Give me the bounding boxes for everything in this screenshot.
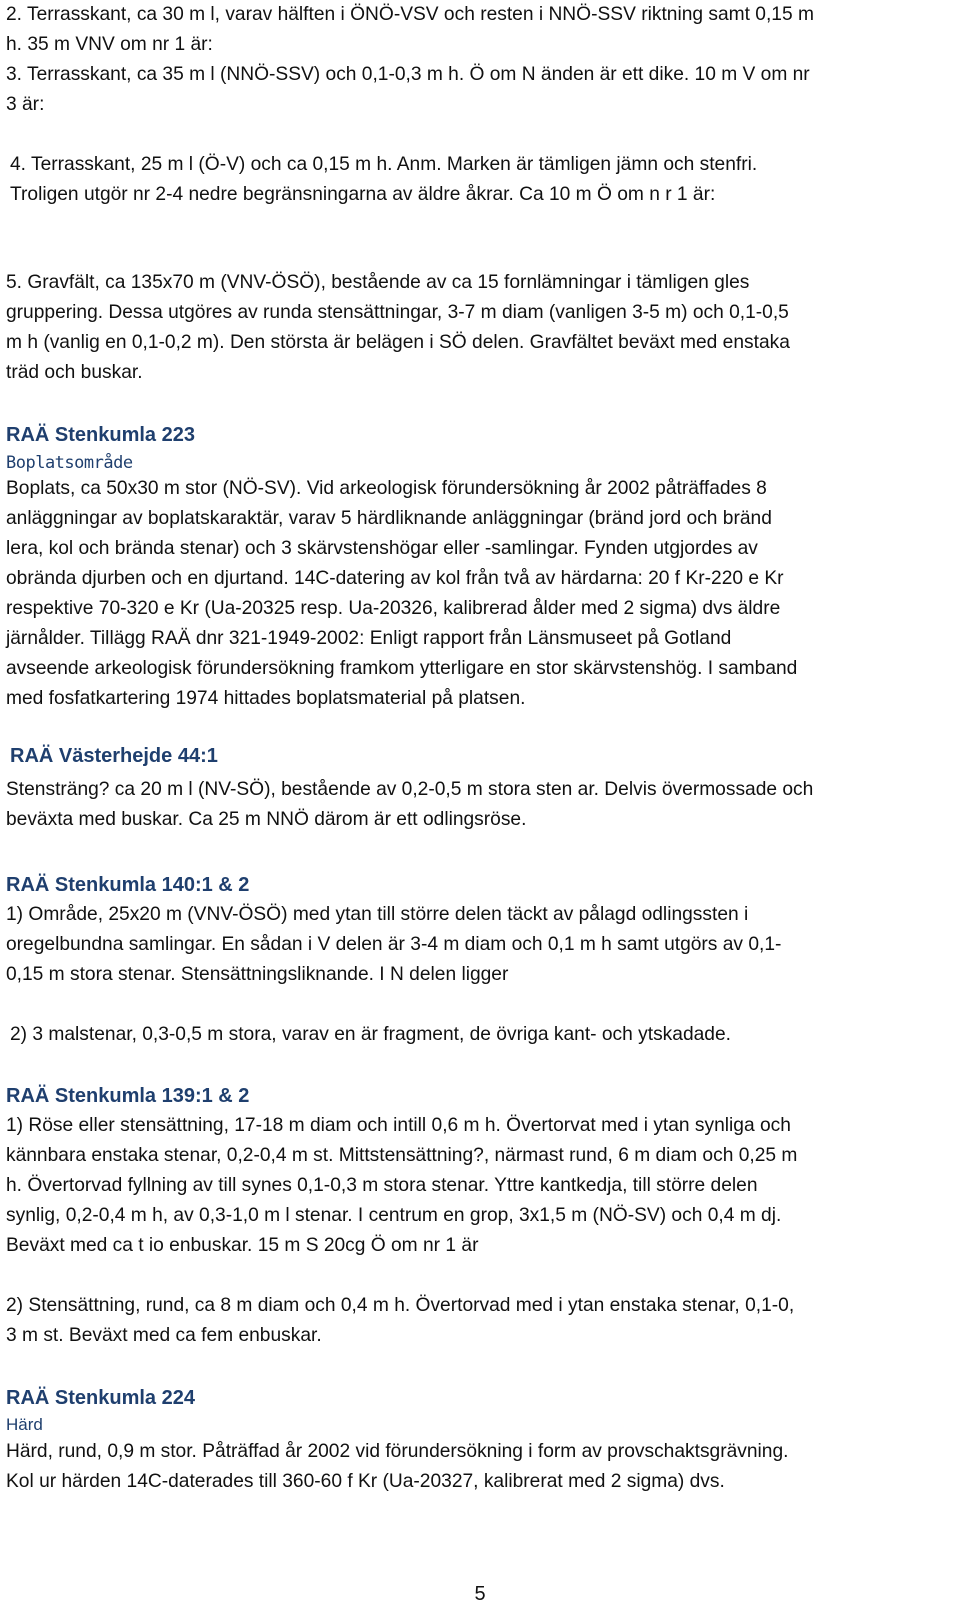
section-body-vasterhejde-44: Stensträng? ca 20 m l (NV-SÖ), bestående av 0,2-0,5 m stora sten ar. Delvis övermossade och beväxta med buskar. Ca 25 m NNÖ därom är ett odlingsröse. — [6, 779, 814, 830]
section-body-stenkumla-139-part1: 1) Röse eller stensättning, 17-18 m diam och intill 0,6 m h. Övertorvat med i ytan synliga och kännbara enstaka stenar, 0,2-0,4 m st. Mittstensättning?, närmast rund, 6 m diam och 0,25 m h. Övertorvad fyllning av till synes 0,1-0,3 m stora stenar. Yttre kantkedja, till större delen synlig, 0,2-0,4 m h, av 0,3-1,0 m l stenar. I centrum en grop, 3x1,5 m (NÖ-SV) och 0,4 m dj. Beväxt med ca t io enbuskar. 15 m S 20cg Ö om nr 1 är — [6, 1115, 798, 1256]
section-heading-vasterhejde-44: RAÄ Västerhejde 44:1 — [10, 745, 218, 767]
section-heading-stenkumla-140: RAÄ Stenkumla 140:1 & 2 — [6, 874, 250, 896]
section-heading-stenkumla-223: RAÄ Stenkumla 223 — [6, 424, 195, 446]
paragraph-4: 4. Terrasskant, 25 m l (Ö-V) och ca 0,15 m h. Anm. Marken är tämligen jämn och stenfri. Troligen utgör nr 2-4 nedre begränsningarna av äldre åkrar. Ca 10 m Ö om n r 1 är: — [10, 154, 758, 205]
section-body-stenkumla-139-part2: 2) Stensättning, rund, ca 8 m diam och 0,4 m h. Övertorvad med i ytan enstaka stenar, 0,1-0, 3 m st. Beväxt med ca fem enbuskar. — [6, 1295, 795, 1346]
paragraph-5: 5. Gravfält, ca 135x70 m (VNV-ÖSÖ), bestående av ca 15 fornlämningar i tämligen gles gruppering. Dessa utgöres av runda stensättningar, 3-7 m diam (vanligen 3-5 m) och 0,1-0,5 m h (vanlig en 0,1-0,2 m). Den största är belägen i SÖ delen. Gravfältet beväxt med enstaka träd och buskar. — [6, 272, 790, 383]
section-heading-stenkumla-139: RAÄ Stenkumla 139:1 & 2 — [6, 1085, 250, 1107]
section-heading-stenkumla-224: RAÄ Stenkumla 224 — [6, 1387, 195, 1409]
page-number: 5 — [474, 1583, 486, 1605]
paragraph-3: 3. Terrasskant, ca 35 m l (NNÖ-SSV) och 0,1-0,3 m h. Ö om N änden är ett dike. 10 m V om nr 3 är: — [6, 64, 810, 115]
section-body-stenkumla-224: Härd, rund, 0,9 m stor. Påträffad år 2002 vid förundersökning i form av provschaktsgrävning. Kol ur härden 14C-daterades till 360-60 f Kr (Ua-20327, kalibrerat med 2 sigma) dvs. — [6, 1441, 789, 1492]
section-body-stenkumla-223: Boplats, ca 50x30 m stor (NÖ-SV). Vid arkeologisk förundersökning år 2002 påträffades 8 anläggningar av boplatskaraktär, varav 5 härdliknande anläggningar (bränd jord och bränd lera, kol och brända stenar) och 3 skärvstenshögar eller -samlingar. Fynden utgjordes av obrända djurben och en djurtand. 14C-datering av kol från två av härdarna: 20 f Kr-220 e Kr respektive 70-320 e Kr (Ua-20325 resp. Ua-20326, kalibrerad ålder med 2 sigma) dvs äldre järnålder. Tillägg RAÄ dnr 321-1949-2002: Enligt rapport från Länsmuseet på Gotland avseende arkeologisk förundersökning framkom ytterligare en stor skärvstenshög. I samband med fosfatkartering 1974 hittades boplatsmaterial på platsen. — [6, 478, 798, 709]
section-body-stenkumla-140-part1: 1) Område, 25x20 m (VNV-ÖSÖ) med ytan till större delen täckt av pålagd odlingssten i oregelbundna samlingar. En sådan i V delen är 3-4 m diam och 0,1 m h samt utgörs av 0,1- 0,15 m stora stenar. Stensättningsliknande. I N delen ligger — [6, 904, 782, 985]
section-subheading-hard: Härd — [6, 1415, 43, 1434]
paragraph-2: 2. Terrasskant, ca 30 m l, varav hälften i ÖNÖ-VSV och resten i NNÖ-SSV riktning samt 0,15 m h. 35 m VNV om nr 1 är: — [6, 4, 814, 55]
section-body-stenkumla-140-part2: 2) 3 malstenar, 0,3-0,5 m stora, varav en är fragment, de övriga kant- och ytskadade. — [10, 1024, 731, 1045]
section-subheading-boplatsomrade: Boplatsområde — [6, 453, 133, 473]
